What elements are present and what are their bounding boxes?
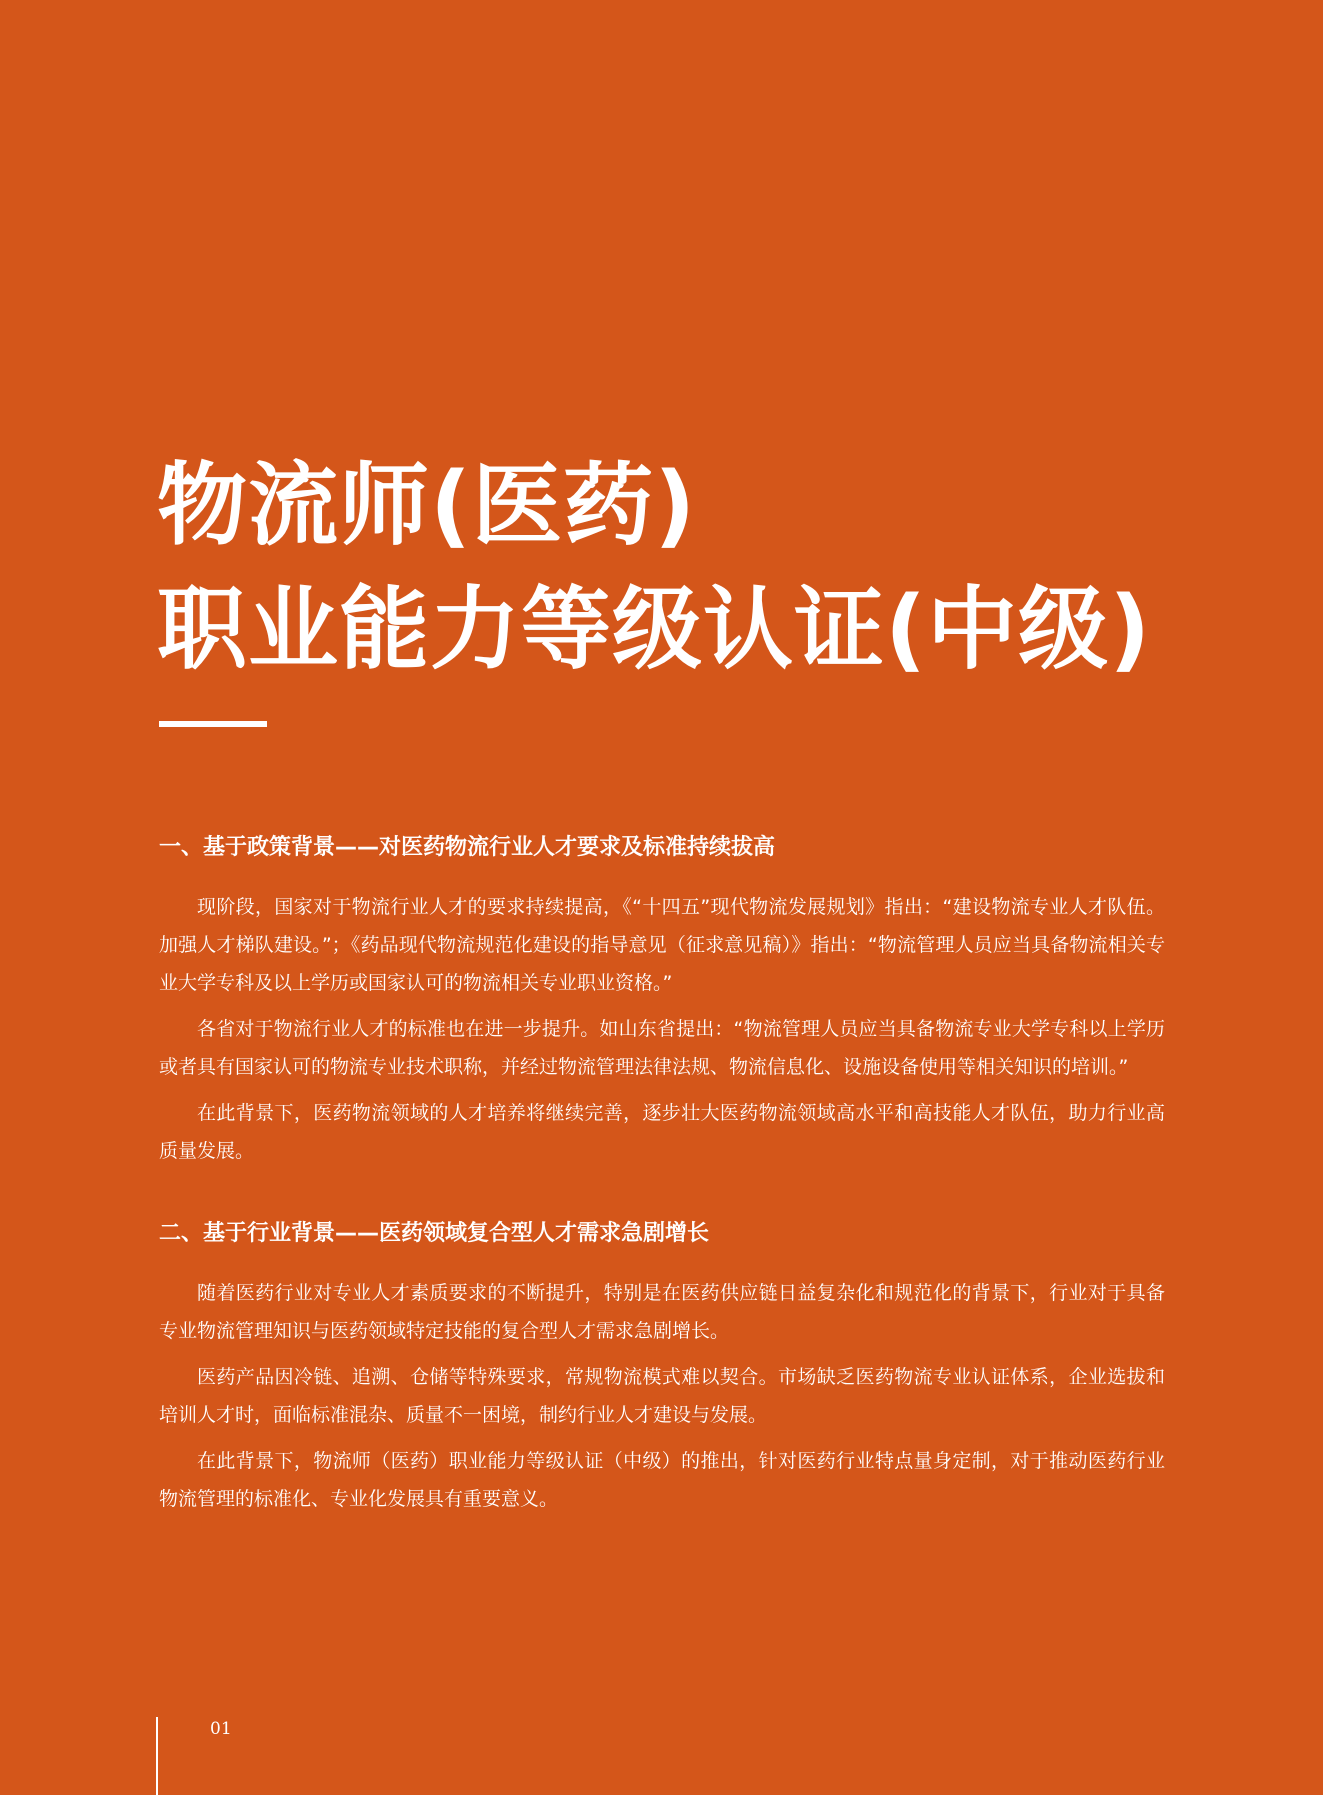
paragraph: 现阶段，国家对于物流行业人才的要求持续提高，《“十四五”现代物流发展规划》指出：“建设物流专业人才队伍。加强人才梯队建设。”；《药品现代物流规范化建设的指导意见（征求意见稿）》指出：“物流管理人员应当具备物流相关专业大学专科及以上学历或国家认可的物流相关专业职业资格。” <box>159 896 1165 994</box>
footer-divider <box>156 1717 158 1795</box>
title-underline <box>159 721 267 727</box>
paragraph: 在此背景下，医药物流领域的人才培养将继续完善，逐步壮大医药物流领域高水平和高技能人才队伍，助力行业高质量发展。 <box>159 1102 1165 1162</box>
section-policy-background <box>159 828 1165 1170</box>
page-number: 01 <box>210 1719 232 1739</box>
paragraph: 随着医药行业对专业人才素质要求的不断提升，特别是在医药供应链日益复杂化和规范化的背景下，行业对于具备专业物流管理知识与医药领域特定技能的复合型人才需求急剧增长。 <box>159 1282 1165 1342</box>
section-body <box>159 1274 1165 1518</box>
paragraph: 在此背景下，物流师（医药）职业能力等级认证（中级）的推出，针对医药行业特点量身定制，对于推动医药行业物流管理的标准化、专业化发展具有重要意义。 <box>159 1450 1165 1510</box>
document-title <box>157 444 1217 692</box>
paragraph: 医药产品因冷链、追溯、仓储等特殊要求，常规物流模式难以契合。市场缺乏医药物流专业认证体系，企业选拔和培训人才时，面临标准混杂、质量不一困境，制约行业人才建设与发展。 <box>159 1366 1165 1426</box>
section-heading: 二、基于行业背景——医药领域复合型人才需求急剧增长 <box>159 1221 710 1246</box>
section-body <box>159 888 1165 1170</box>
section-heading: 一、基于政策背景——对医药物流行业人才要求及标准持续拔高 <box>159 835 776 860</box>
title-line-1: 物流师(医药) <box>157 453 697 558</box>
section-industry-background <box>159 1214 1165 1518</box>
paragraph: 各省对于物流行业人才的标准也在进一步提升。如山东省提出：“物流管理人员应当具备物流专业大学专科以上学历或者具有国家认可的物流专业技术职称，并经过物流管理法律法规、物流信息化、设施设备使用等相关知识的培训。” <box>159 1018 1165 1078</box>
title-line-2: 职业能力等级认证(中级) <box>157 577 1152 682</box>
document-content <box>159 828 1165 1526</box>
